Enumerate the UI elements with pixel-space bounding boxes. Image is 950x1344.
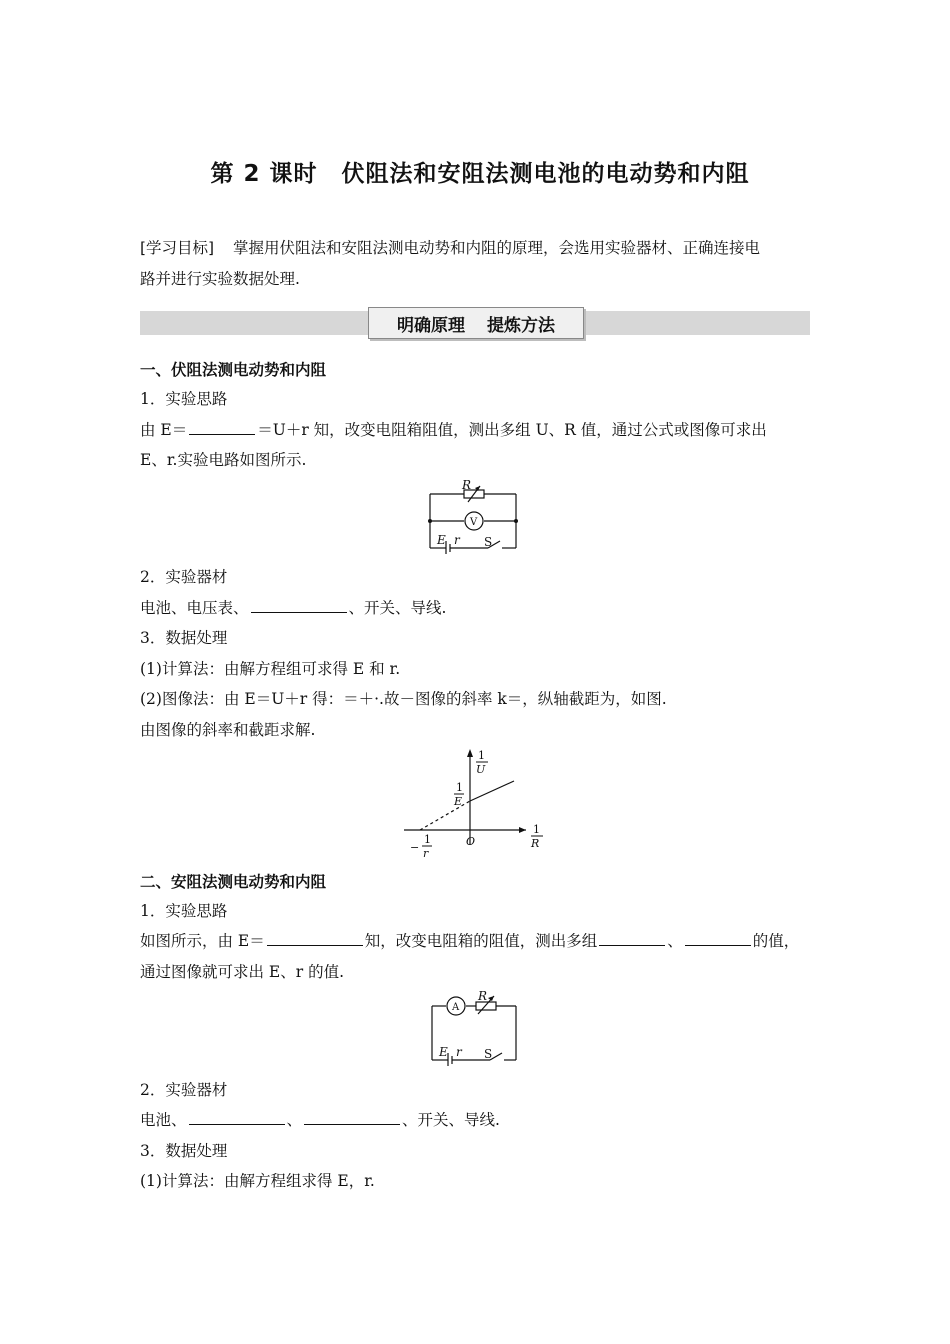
- objective-label: [学习目标]: [140, 239, 215, 257]
- eq2-text-a: 电池、: [140, 1111, 187, 1129]
- eq1-text-a: 电池、电压表、: [140, 599, 249, 617]
- neg-sign: −: [410, 841, 420, 854]
- fill-blank[interactable]: [599, 927, 665, 946]
- x-label-num: 1: [533, 823, 540, 836]
- fill-blank[interactable]: [304, 1106, 400, 1125]
- section2-heading: 二、安阻法测电动势和内阻: [140, 873, 327, 891]
- eq1-text-b: 、开关、导线.: [348, 599, 447, 617]
- fill-blank[interactable]: [267, 927, 363, 946]
- objective-text-2: 路并进行实验数据处理.: [140, 270, 300, 288]
- circuit-diagram-ammeter: [430, 990, 526, 1066]
- section1-item1: 1．实验思路: [140, 390, 228, 408]
- s2-text-c: 、: [667, 932, 683, 950]
- section2-calc: (1)计算法：由解方程组求得 E，r.: [140, 1172, 375, 1190]
- section2-equipment: [140, 1105, 820, 1135]
- circuit2-S-label: S: [484, 1047, 493, 1061]
- section1-item3: 3．数据处理: [140, 629, 228, 647]
- circuit2-r-label: r: [456, 1045, 462, 1059]
- section-banner: [140, 311, 810, 335]
- e-label-num: 1: [456, 781, 463, 794]
- ammeter-label: A: [452, 1002, 460, 1013]
- section2-item3: 3．数据处理: [140, 1142, 228, 1160]
- learning-objective: [140, 233, 820, 263]
- section2-sentence-2: 通过图像就可求出 E、r 的值.: [140, 963, 345, 981]
- e-label-den: E: [454, 795, 463, 808]
- eq2-text-b: 、: [286, 1111, 303, 1129]
- section1-item2: 2．实验器材: [140, 568, 228, 586]
- circuit2-E-label: E: [439, 1045, 448, 1059]
- extrapolation-line: [420, 801, 470, 830]
- objective-text-1: 掌握用伏阻法和安阻法测电动势和内阻的原理，会选用实验器材、正确连接电: [233, 239, 761, 257]
- s2-text-a: 如图所示，由 E＝: [140, 932, 265, 950]
- section1-equipment: [140, 593, 820, 623]
- s1-text-a: 由 E＝: [140, 421, 188, 439]
- circuit2-R-label: R: [478, 990, 488, 1003]
- s1-text-b: ＝U＋r 知，改变电阻箱阻值，测出多组 U、R 值，通过公式或图像可求出: [257, 421, 767, 439]
- section1-graph: (2)图像法：由 E＝U＋r 得：＝＋·.故－图像的斜率 k＝，纵轴截距为，如图.: [140, 690, 667, 708]
- circuit1-S-label: S: [484, 535, 493, 549]
- inverse-u-vs-inverse-r-graph: [402, 745, 550, 860]
- section1-heading: 一、伏阻法测电动势和内阻: [140, 361, 327, 379]
- banner-right: 提炼方法: [487, 315, 555, 336]
- fill-blank[interactable]: [189, 1106, 285, 1125]
- section1-graph-2: 由图像的斜率和截距求解.: [140, 721, 316, 739]
- x-label-den: R: [531, 837, 540, 850]
- r-label-num: 1: [424, 833, 431, 846]
- circuit1-r-label: r: [454, 533, 460, 547]
- circuit1-E-label: E: [437, 533, 446, 547]
- section1-sentence-2: E、r.实验电路如图所示.: [140, 451, 307, 469]
- banner-left: 明确原理: [397, 315, 465, 336]
- section1-sentence: [140, 415, 820, 445]
- banner-box: [368, 307, 584, 339]
- y-label-den: U: [476, 763, 486, 776]
- y-label-num: 1: [478, 749, 485, 762]
- page-title: 第 2 课时 伏阻法和安阻法测电池的电动势和内阻: [210, 161, 750, 187]
- eq2-text-c: 、开关、导线.: [402, 1111, 500, 1129]
- circuit-diagram-voltmeter: [428, 478, 524, 554]
- section2-item2: 2．实验器材: [140, 1081, 228, 1099]
- origin-label: O: [466, 835, 476, 848]
- section2-sentence: [140, 926, 820, 956]
- s2-text-b: 知，改变电阻箱的阻值，测出多组: [364, 932, 598, 950]
- section1-calc: (1)计算法：由解方程组可求得 E 和 r.: [140, 660, 401, 678]
- s2-text-d: 的值，: [752, 932, 800, 950]
- fit-line: [470, 781, 514, 801]
- r-label-den: r: [423, 847, 429, 860]
- circuit1-R-label: R: [462, 478, 472, 492]
- fill-blank[interactable]: [189, 416, 255, 435]
- fill-blank[interactable]: [251, 594, 347, 613]
- voltmeter-label: V: [470, 517, 478, 528]
- fill-blank[interactable]: [685, 927, 751, 946]
- section2-item1: 1．实验思路: [140, 902, 228, 920]
